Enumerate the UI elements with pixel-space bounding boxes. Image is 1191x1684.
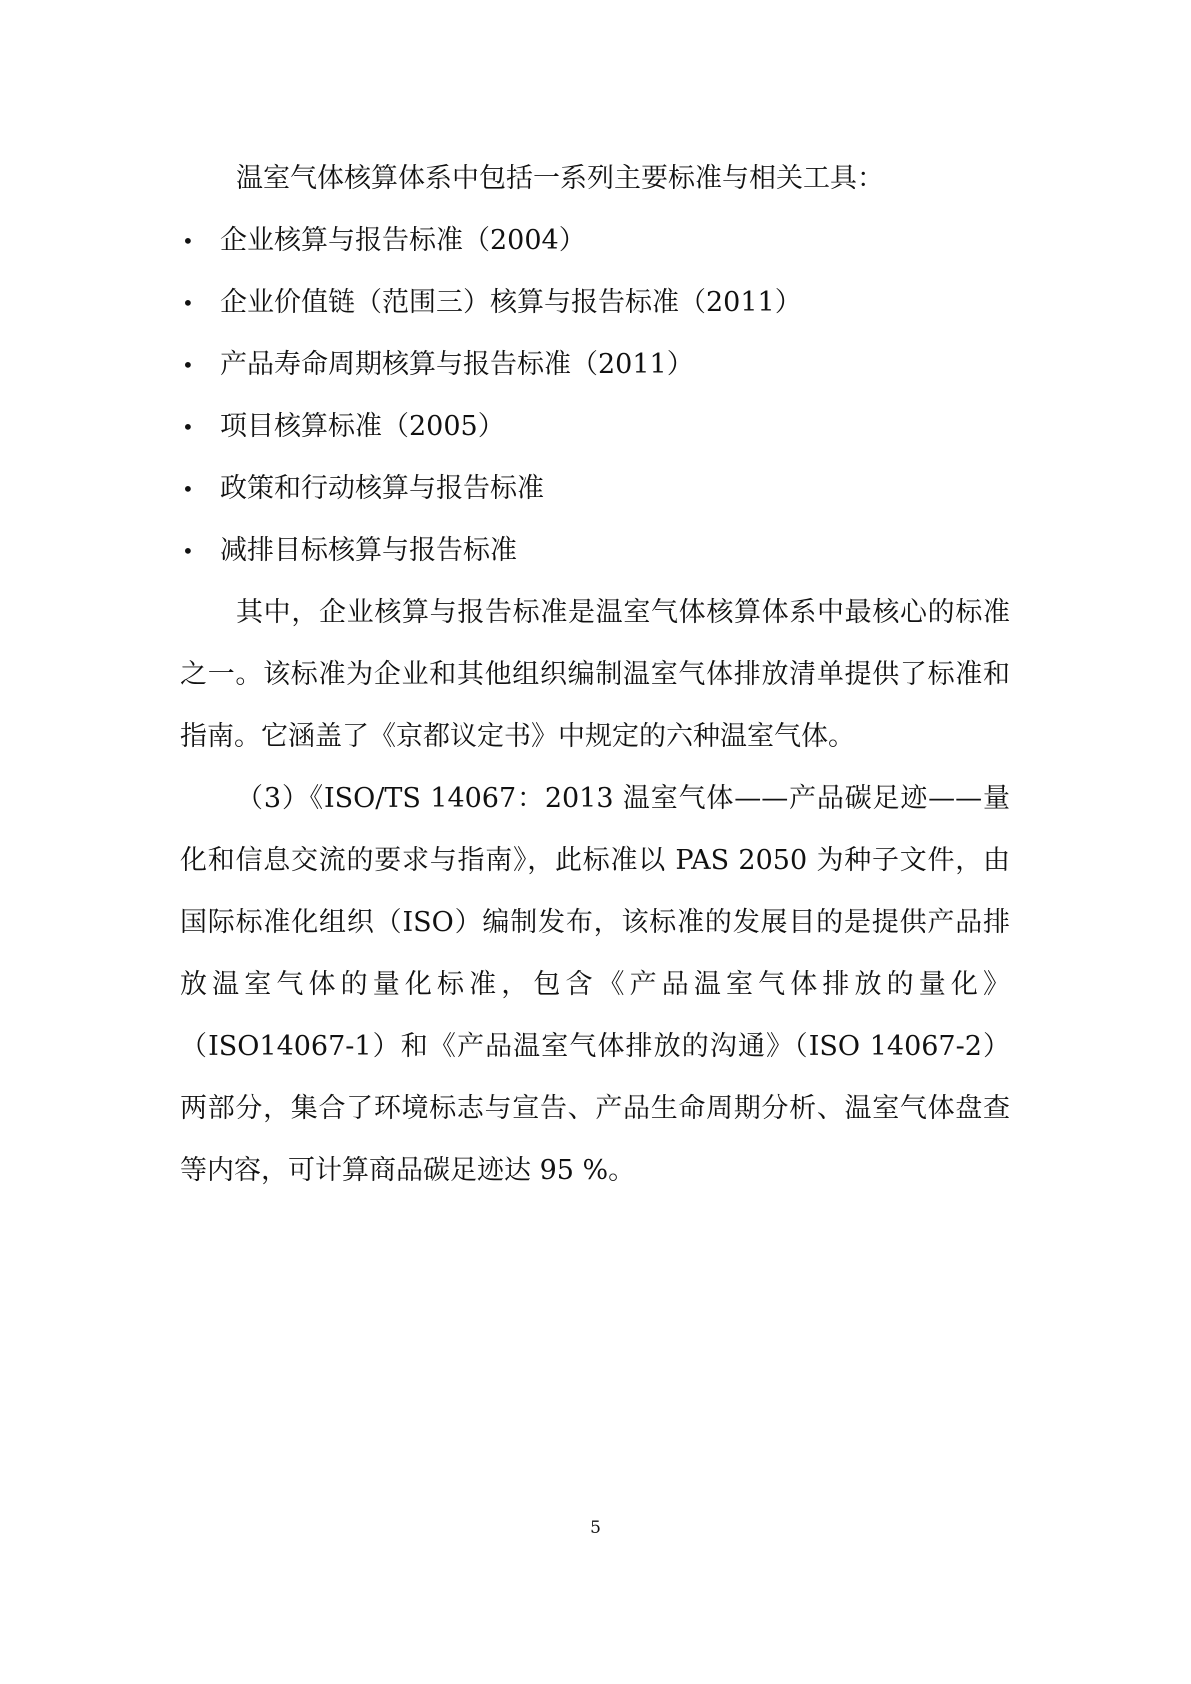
list-item xyxy=(180,210,1010,272)
page-number: 5 xyxy=(590,1518,601,1538)
list-item-text: 企业价值链（范围三）核算与报告标准（2011） xyxy=(220,287,802,318)
intro-text: 温室气体核算体系中包括一系列主要标准与相关工具： xyxy=(236,163,884,194)
bullet-icon: • xyxy=(182,229,194,253)
list-item-text: 项目核算标准（2005） xyxy=(220,411,505,442)
list-item-text: 企业核算与报告标准（2004） xyxy=(220,225,586,256)
list-item xyxy=(180,520,1010,582)
bullet-icon: • xyxy=(182,353,194,377)
list-item xyxy=(180,272,1010,334)
bullet-icon: • xyxy=(182,291,194,315)
paragraph-ghg-protocol: 其中，企业核算与报告标准是温室气体核算体系中最核心的标准之一。该标准为企业和其他组织编制温室气体排放清单提供了标准和指南。它涵盖了《京都议定书》中规定的六种温室气体。 xyxy=(180,597,1010,752)
list-item xyxy=(180,458,1010,520)
bullet-icon: • xyxy=(182,477,194,501)
paragraph-iso-14067: （3）《ISO/TS 14067：2013 温室气体——产品碳足迹——量化和信息交流的要求与指南》，此标准以 PAS 2050 为种子文件，由国际标准化组织（ISO）编制发布，该标准的发展目的是提供产品排放温室气体的量化标准，包含《产品温室气体排放的量化》（ISO14067-1）和《产品温室气体排放的沟通》（ISO 14067-2）两部分，集合了环境标志与宣告、产品生命周期分析、温室气体盘查等内容，可计算商品碳足迹达 95 %。 xyxy=(180,783,1010,1186)
list-item-text: 产品寿命周期核算与报告标准（2011） xyxy=(220,349,694,380)
list-item-text: 减排目标核算与报告标准 xyxy=(220,535,517,566)
bullet-icon: • xyxy=(182,539,194,563)
list-item-text: 政策和行动核算与报告标准 xyxy=(220,473,544,504)
bullet-icon: • xyxy=(182,415,194,439)
standards-list xyxy=(180,210,1010,582)
list-item xyxy=(180,396,1010,458)
page-content xyxy=(180,148,1010,1202)
list-item xyxy=(180,334,1010,396)
